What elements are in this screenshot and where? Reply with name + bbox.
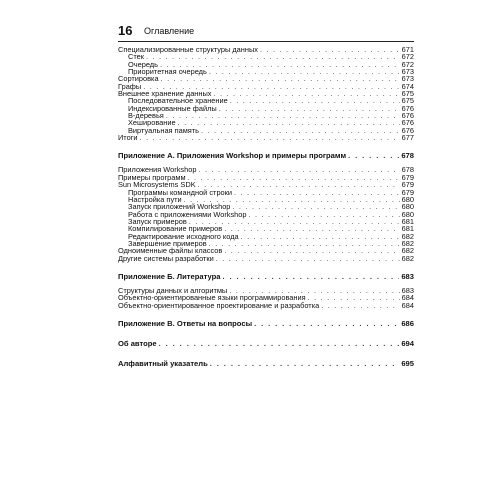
- toc-entry-title: Другие системы разработки: [118, 253, 214, 263]
- toc-entry-page: 675: [401, 89, 414, 99]
- dot-leader: [209, 240, 400, 247]
- toc-entry-title: Приложение Б. Литература: [118, 271, 221, 281]
- dot-leader: [209, 68, 400, 75]
- toc-entry-page: 683: [401, 285, 414, 295]
- toc-entry-page: 686: [401, 318, 414, 328]
- dot-leader: [166, 112, 400, 119]
- dot-leader: [140, 134, 400, 141]
- toc-entry-page: 671: [401, 45, 414, 54]
- toc-entry-page: 681: [401, 216, 414, 226]
- toc-entry-title: Программы командной строки: [128, 187, 233, 197]
- toc-entry-page: 679: [401, 180, 414, 190]
- dot-leader: [260, 46, 400, 53]
- toc-entry-title: Работа с приложениями Workshop: [128, 209, 247, 219]
- toc-entry-page: 680: [401, 202, 414, 212]
- toc-entry-page: 680: [401, 209, 414, 219]
- toc-entry-title: Приложения Workshop: [118, 165, 197, 175]
- dot-leader: [308, 294, 400, 301]
- toc-entry-title: Запуск приложений Workshop: [128, 202, 231, 212]
- running-title: Оглавление: [144, 26, 195, 36]
- toc-entry-title: Запуск примеров: [128, 216, 187, 226]
- toc-entry-page: 679: [401, 172, 414, 182]
- toc-chapter-entry: [118, 318, 414, 329]
- toc-entry-title: Последовательное хранение: [128, 96, 228, 106]
- toc-entry: [118, 75, 414, 82]
- dot-leader: [198, 166, 399, 173]
- toc-entry-title: Сортировка: [118, 74, 159, 84]
- toc-entry-title: Компилирование примеров: [128, 224, 223, 234]
- toc-entry-page: 682: [401, 253, 414, 263]
- toc-chapter-entry: [118, 358, 414, 369]
- dot-leader: [234, 189, 400, 196]
- toc-entry-page: 676: [401, 111, 414, 121]
- toc-entry-page: 682: [401, 231, 414, 241]
- dot-leader: [232, 203, 399, 210]
- dot-leader: [241, 233, 400, 240]
- toc-entry-title: Настройка пути: [128, 194, 182, 204]
- dot-leader: [321, 302, 399, 309]
- toc-entry-title: Приложение А. Приложения Workshop и примеры программ: [118, 151, 347, 161]
- page-header: [118, 23, 414, 42]
- toc-chapter-entry: [118, 150, 414, 161]
- toc-entry-page: 678: [401, 165, 414, 175]
- toc-entry-title: Объектно-ориентированное проектирование и разработка: [118, 300, 320, 310]
- toc-entry-page: 684: [401, 300, 414, 310]
- toc-entry-page: 676: [401, 103, 414, 113]
- toc-entry-title: Редактирование исходного кода: [128, 231, 239, 241]
- toc-entry-page: 673: [401, 74, 414, 84]
- toc-entry-title: Внешнее хранение данных: [118, 89, 212, 99]
- toc-entry-title: Приоритетная очередь: [128, 67, 207, 77]
- dot-leader: [210, 358, 400, 369]
- toc-entry: [118, 46, 414, 53]
- toc-chapter-entry: [118, 271, 414, 282]
- toc-entry-page: 672: [401, 59, 414, 69]
- dot-leader: [213, 90, 399, 97]
- dot-leader: [201, 127, 400, 134]
- toc-entry: [118, 302, 414, 309]
- toc-entry-title: Завершение примеров: [128, 238, 207, 248]
- toc-entry-title: Приложение В. Ответы на вопросы: [118, 318, 253, 328]
- toc-entry-page: 676: [401, 118, 414, 128]
- toc-entry-page: 678: [401, 151, 414, 161]
- toc-chapter-entry: [118, 338, 414, 349]
- toc-entry-page: 675: [401, 96, 414, 106]
- dot-leader: [146, 53, 400, 60]
- toc-entry-page: 695: [401, 358, 414, 368]
- toc-entry-title: Алфавитный указатель: [118, 358, 208, 368]
- dot-leader: [348, 150, 399, 161]
- dot-leader: [216, 255, 400, 262]
- dot-leader: [224, 247, 399, 254]
- toc-entry-title: Хеширование: [128, 118, 176, 128]
- dot-leader: [223, 271, 400, 282]
- toc-entry-title: Итоги: [118, 133, 138, 143]
- toc-entry-title: Графы: [118, 81, 142, 91]
- toc-entry-page: 676: [401, 125, 414, 135]
- toc-entry-title: Очередь: [128, 59, 158, 69]
- toc-entry-page: 674: [401, 81, 414, 91]
- dot-leader: [224, 225, 399, 232]
- toc-entry-title: Виртуальная память: [128, 125, 200, 135]
- toc-entry-title: Объектно-ориентированные языки программирования: [118, 293, 306, 303]
- toc-entry: [118, 68, 414, 75]
- toc-entry-page: 680: [401, 194, 414, 204]
- toc-entry-title: Стек: [128, 52, 144, 62]
- toc-entry-title: Специализированные структуры данных: [118, 45, 258, 54]
- dot-leader: [178, 119, 400, 126]
- dot-leader: [254, 318, 399, 329]
- dot-leader: [230, 97, 400, 104]
- toc-entry-title: Об авторе: [118, 338, 157, 348]
- toc-entry-page: 672: [401, 52, 414, 62]
- toc-entry: [118, 134, 414, 141]
- toc-entry-page: 682: [401, 246, 414, 256]
- toc-entry-page: 694: [401, 338, 414, 348]
- toc-entry-page: 679: [401, 187, 414, 197]
- toc-entry: [118, 53, 414, 60]
- dot-leader: [219, 105, 400, 112]
- toc-entry-page: 684: [401, 293, 414, 303]
- toc-entry-title: B-деревья: [128, 111, 164, 121]
- toc-entry-page: 681: [401, 224, 414, 234]
- dot-leader: [249, 211, 400, 218]
- toc-entry-page: 682: [401, 238, 414, 248]
- toc-entry-title: Sun Microsystems SDK: [118, 180, 196, 190]
- toc-entry: [118, 255, 414, 262]
- toc-entry-page: 677: [401, 133, 414, 143]
- toc-entry-page: 683: [401, 271, 414, 281]
- toc-entry-title: Примеры программ: [118, 172, 186, 182]
- dot-leader: [159, 338, 400, 349]
- toc-entry-title: Структуры данных и алгоритмы: [118, 285, 228, 295]
- dot-leader: [188, 174, 400, 181]
- toc-entry-title: Индексированные файлы: [128, 103, 217, 113]
- toc-entry: [118, 127, 414, 134]
- table-of-contents: [118, 46, 414, 369]
- toc-entry-title: Одноименные файлы классов: [118, 246, 223, 256]
- page-number: 16: [118, 23, 133, 38]
- toc-entry-page: 673: [401, 67, 414, 77]
- dot-leader: [161, 75, 400, 82]
